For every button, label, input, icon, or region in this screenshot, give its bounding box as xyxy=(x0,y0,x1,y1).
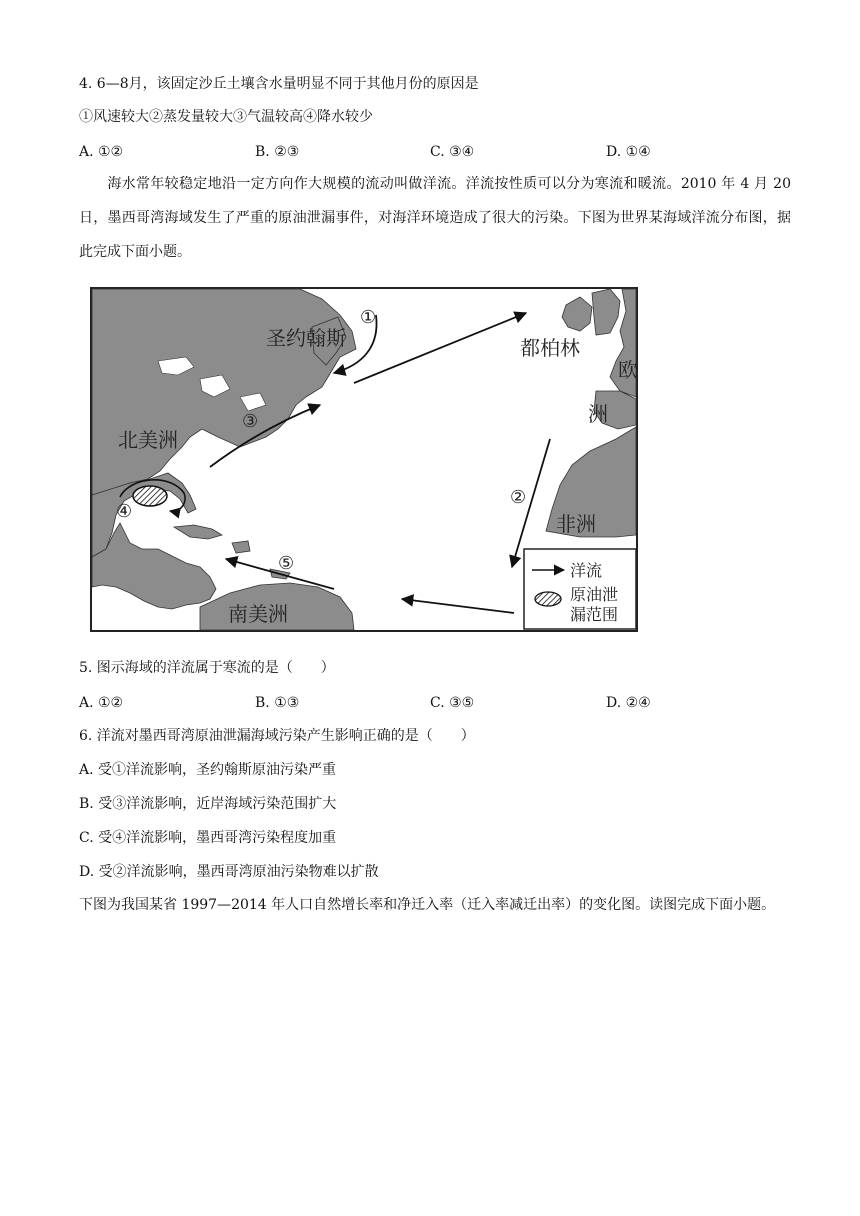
label-europe-2: 洲 xyxy=(588,402,608,426)
q5-option-d: D. ②④ xyxy=(606,695,651,711)
legend-spill-label-1: 原油泄 xyxy=(570,585,619,604)
map-legend xyxy=(524,549,636,629)
label-st-johns: 圣约翰斯 xyxy=(266,326,346,350)
q4-option-a: A. ①② xyxy=(79,144,124,160)
label-north-america: 北美洲 xyxy=(118,428,178,452)
q5-option-c: C. ③⑤ xyxy=(430,695,475,711)
current-label-3: ③ xyxy=(242,411,259,432)
q5-option-b: B. ①③ xyxy=(255,695,300,711)
label-europe-1: 欧 xyxy=(618,358,638,382)
legend-current-label: 洋流 xyxy=(570,561,603,580)
oil-spill-area xyxy=(133,486,167,506)
q6-option-b: B. 受③洋流影响，近岸海域污染范围扩大 xyxy=(79,796,337,812)
q4-option-c: C. ③④ xyxy=(430,144,475,160)
q4-options xyxy=(79,142,779,162)
q4-stem: 4. 6—8月，该固定沙丘土壤含水量明显不同于其他月份的原因是 xyxy=(79,76,479,92)
q5-options xyxy=(79,693,779,713)
q4-option-d: D. ①④ xyxy=(606,144,651,160)
q5-option-a: A. ①② xyxy=(79,695,124,711)
q6-stem: 6. 洋流对墨西哥湾原油泄漏海域污染产生影响正确的是（ ） xyxy=(79,728,475,744)
q6-option-a: A. 受①洋流影响，圣约翰斯原油污染严重 xyxy=(79,762,337,778)
ocean-current-map xyxy=(90,287,638,632)
current-label-2: ② xyxy=(510,487,527,508)
label-dublin: 都柏林 xyxy=(520,336,580,360)
current-label-1: ① xyxy=(360,307,377,328)
q4-option-b: B. ②③ xyxy=(255,144,300,160)
label-africa: 非洲 xyxy=(556,512,596,536)
outro-paragraph: 下图为我国某省 1997—2014 年人口自然增长率和净迁入率（迁入率减迁出率）的变化图。读图完成下面小题。 xyxy=(79,897,776,913)
q6-option-d: D. 受②洋流影响，墨西哥湾原油污染物难以扩散 xyxy=(79,864,379,880)
intro-paragraph xyxy=(79,167,791,269)
q4-statements: ①风速较大②蒸发量较大③气温较高④降水较少 xyxy=(79,109,373,125)
legend-spill-icon xyxy=(535,592,561,606)
legend-spill-label-2: 漏范围 xyxy=(570,605,619,624)
label-south-america: 南美洲 xyxy=(228,602,288,626)
current-label-5: ⑤ xyxy=(278,553,295,574)
intro-text: 海水常年较稳定地沿一定方向作大规模的流动叫做洋流。洋流按性质可以分为寒流和暖流。2010 年 4 月 20 日，墨西哥湾海域发生了严重的原油泄漏事件，对海洋环境造成了很大的污染。下图为世界某海域洋流分布图，据此完成下面小题。 xyxy=(79,176,791,260)
q6-option-c: C. 受④洋流影响，墨西哥湾污染程度加重 xyxy=(79,830,337,846)
q5-stem: 5. 图示海域的洋流属于寒流的是（ ） xyxy=(79,660,335,676)
current-label-4: ④ xyxy=(116,501,133,522)
